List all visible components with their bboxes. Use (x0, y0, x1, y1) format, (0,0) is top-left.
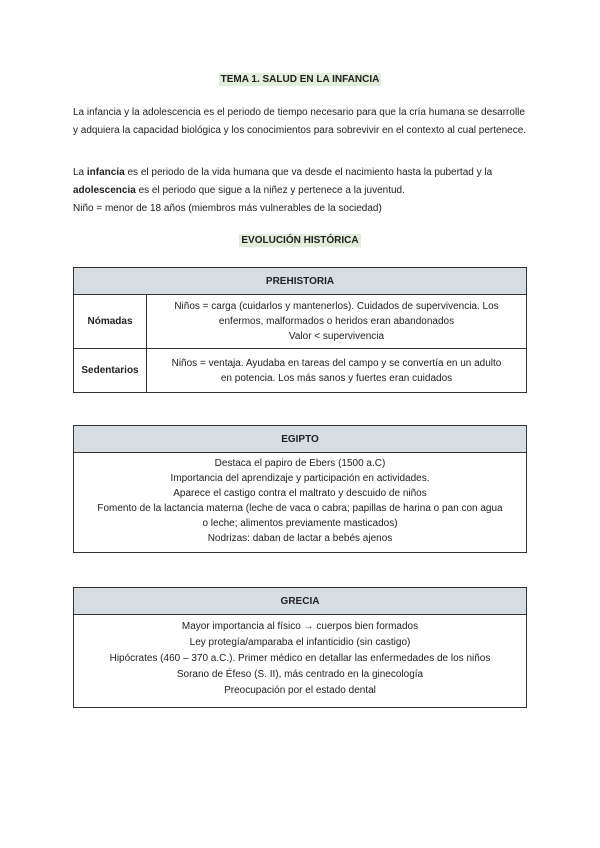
def-text-2: es el periodo de la vida humana que va desde el nacimiento hasta la pubertad y la (124, 167, 493, 178)
def-text-1: La (73, 167, 87, 178)
grecia-line: Sorano de Éfeso (S. II), más centrado en la ginecología (176, 669, 424, 680)
egipto-line: Destaca el papiro de Ebers (1500 a.C) (214, 458, 386, 469)
row-label-sedentarios: Sedentarios (74, 349, 147, 393)
section-title-wrap (0, 235, 600, 246)
def-text-3: es el periodo que sigue a la niñez y pertenece a la juventud. (135, 185, 405, 196)
grecia-line: Hipócrates (460 – 370 a.C.). Primer médico en detallar las enfermedades de los niños (109, 653, 491, 664)
grecia-line: Ley protegía/amparaba el infanticidio (sin castigo) (189, 637, 411, 648)
egipto-table (73, 425, 527, 553)
prehistoria-table (73, 267, 527, 393)
prehistoria-header: PREHISTORIA (74, 268, 527, 295)
sedentarios-line: en potencia. Los más sanos y fuertes eran cuidados (220, 372, 453, 384)
definitions-paragraph (73, 164, 531, 218)
egipto-line: Importancia del aprendizaje y participación en actividades. (170, 473, 430, 484)
grecia-table (73, 587, 527, 708)
term-infancia: infancia (86, 167, 125, 178)
document-title: TEMA 1. SALUD EN LA INFANCIA (220, 74, 380, 85)
intro-paragraph: La infancia y la adolescencia es el periodo de tiempo necesario para que la cría humana se desarrolle y adquiera la capacidad biológica y los conocimientos para sobrevivir en el contexto al cual pertenece. (73, 107, 527, 136)
egipto-line: Aparece el castigo contra el maltrato y descuido de niños (173, 488, 427, 499)
row-label-nomadas: Nómadas (74, 295, 147, 349)
nino-definition: Niño = menor de 18 años (miembros más vulnerables de la sociedad) (73, 203, 382, 214)
egipto-cell (74, 453, 527, 553)
nomadas-cell (147, 295, 527, 349)
term-adolescencia: adolescencia (73, 185, 136, 196)
sedentarios-cell (147, 349, 527, 393)
nomadas-line: Niños = carga (cuidarlos y mantenerlos). Cuidados de supervivencia. Los (174, 301, 499, 312)
grecia-cell (74, 615, 527, 708)
nomadas-line: Valor < supervivencia (288, 331, 385, 342)
nomadas-line: enfermos, malformados o heridos eran abandonados (218, 316, 455, 327)
grecia-line: Mayor importancia al físico → cuerpos bien formados (181, 621, 419, 632)
sedentarios-line: Niños = ventaja. Ayudaba en tareas del campo y se convertía en un adulto (171, 357, 502, 369)
grecia-header: GRECIA (74, 588, 527, 615)
grecia-line: Preocupación por el estado dental (224, 685, 376, 696)
egipto-line: o leche; alimentos previamente masticados) (202, 518, 398, 529)
egipto-line: Nodrizas: daban de lactar a bebés ajenos (207, 533, 393, 544)
section-title: EVOLUCIÓN HISTÓRICA (241, 235, 359, 246)
egipto-header: EGIPTO (74, 426, 527, 453)
document-title-wrap (0, 74, 600, 85)
egipto-line: Fomento de la lactancia materna (leche de vaca o cabra; papillas de harina o pan con agua (97, 503, 503, 514)
